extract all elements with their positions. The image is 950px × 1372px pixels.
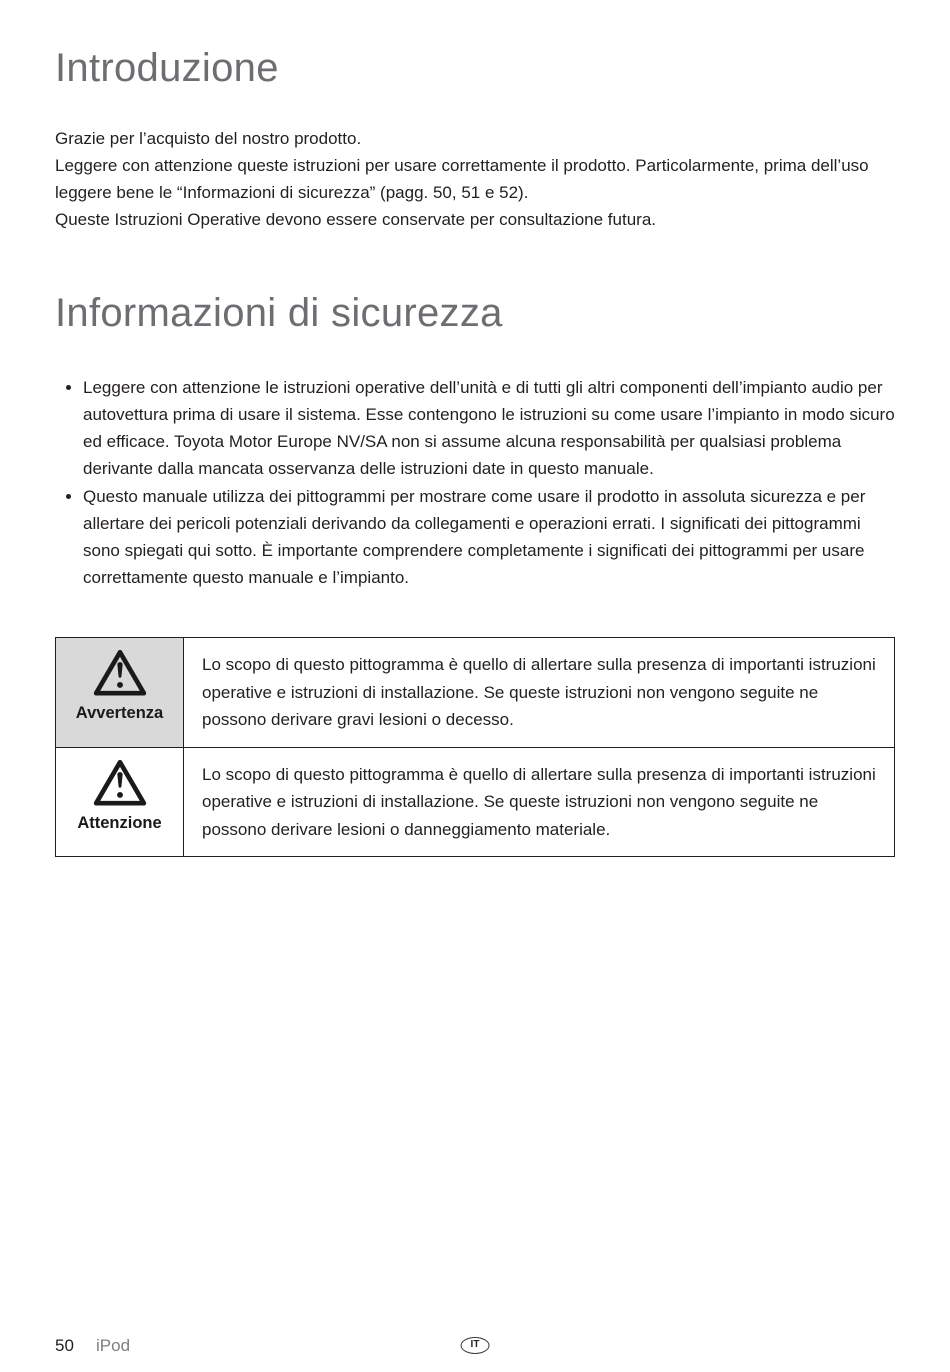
pictogram-description: Lo scopo di questo pittogramma è quello di allertare sulla presenza di importanti istruzioni operative e istruzioni di installazione. Se queste istruzioni non vengono seguite ne possono derivare gravi lesioni o decesso. [184, 638, 895, 748]
page-number: 50 [55, 1336, 74, 1355]
language-badge-text: IT [470, 1339, 480, 1350]
intro-paragraph [55, 125, 895, 233]
product-label: iPod [96, 1336, 131, 1355]
intro-line: Queste Istruzioni Operative devono essere conservate per consultazione futura. [55, 210, 657, 229]
intro-line: Leggere con attenzione queste istruzioni per usare correttamente il prodotto. Particolarmente, prima dell’uso leggere bene le “Informazioni di sicurezza” (pagg. 50, 51 e 52). [55, 156, 869, 202]
pictogram-description: Lo scopo di questo pittogramma è quello di allertare sulla presenza di importanti istruzioni operative e istruzioni di installazione. Se queste istruzioni non vengono seguite ne possono derivare lesioni o danneggiamento materiale. [184, 747, 895, 857]
warning-triangle-icon [93, 758, 147, 807]
language-badge [461, 1337, 490, 1354]
page-footer [0, 1334, 950, 1360]
pictogram-table [55, 637, 895, 857]
table-row [56, 747, 895, 857]
intro-line: Grazie per l’acquisto del nostro prodotto. [55, 129, 362, 148]
pictogram-label: Attenzione [77, 813, 162, 832]
list-item: • Questo manuale utilizza dei pittogrammi per mostrare come usare il prodotto in assoluta sicurezza e per allertare dei pericoli potenziali derivando da collegamenti e operazioni errati. I significati dei pittogrammi sono spiegati qui sotto. È importante comprendere completamente i significati dei pittogrammi per usare correttamente questo manuale e l’impianto. [83, 483, 895, 591]
pictogram-cell-avvertenza [56, 638, 184, 748]
table-row [56, 638, 895, 748]
list-item: • Leggere con attenzione le istruzioni operative dell’unità e di tutti gli altri componenti dell’impianto audio per autovettura prima di usare il sistema. Esse contengono le istruzioni su come usare l’impianto in modo sicuro ed efficace. Toyota Motor Europe NV/SA non si assume alcuna responsabilità per qualsiasi problema derivante dalla mancata osservanza delle istruzioni date in questo manuale. [83, 374, 895, 482]
pictogram-cell-attenzione [56, 747, 184, 857]
safety-title: Informazioni di sicurezza [55, 291, 503, 335]
pictogram-label: Avvertenza [75, 704, 164, 722]
intro-title: Introduzione [55, 46, 279, 90]
warning-triangle-icon [93, 648, 147, 697]
safety-bullet-list [55, 374, 895, 591]
